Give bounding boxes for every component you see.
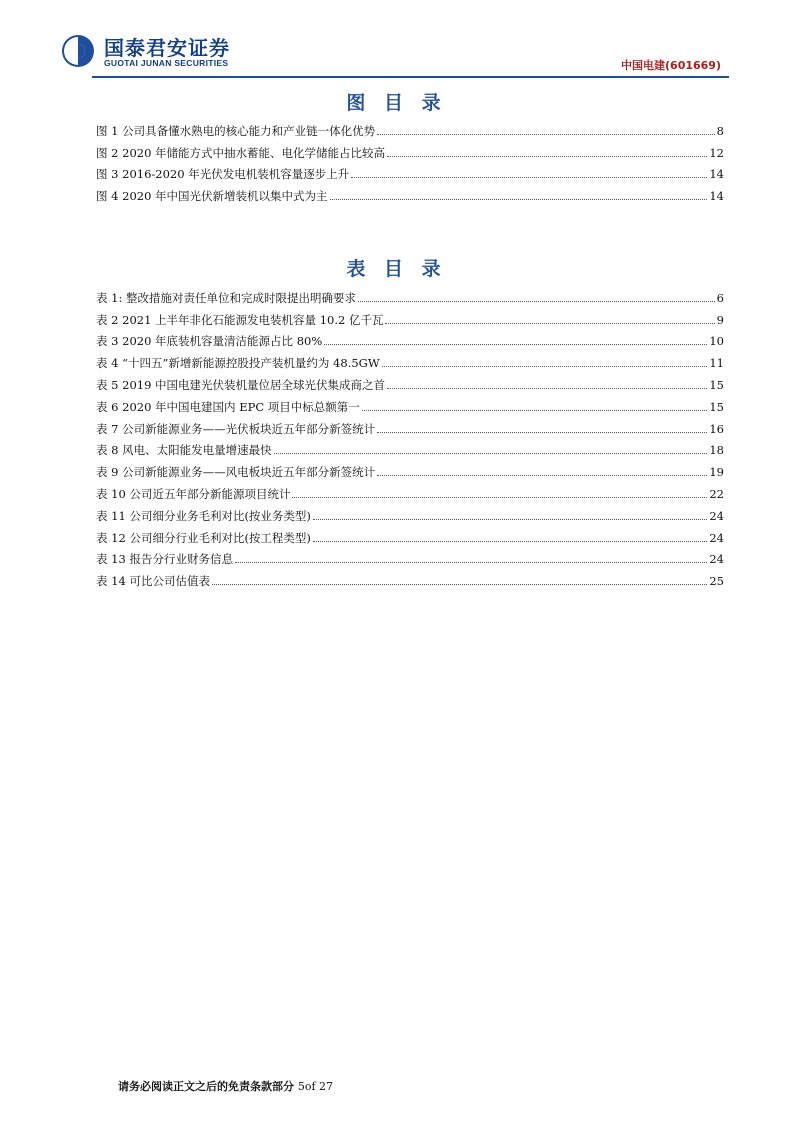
table-entry-label: 表 7 公司新能源业务——光伏板块近五年部分新签统计 xyxy=(96,421,376,436)
table-entry-page: 15 xyxy=(709,377,724,392)
table-entry-label: 表 12 公司细分行业毛利对比(按工程类型) xyxy=(96,530,311,545)
dot-leader xyxy=(212,584,707,585)
table-entry[interactable] xyxy=(96,327,724,349)
logo-english-name: GUOTAI JUNAN SECURITIES xyxy=(104,58,229,68)
figure-entry-page: 12 xyxy=(709,145,724,160)
table-entry-page: 9 xyxy=(716,312,724,327)
dot-leader xyxy=(292,497,707,498)
table-entry-label: 表 1: 整改措施对责任单位和完成时限提出明确要求 xyxy=(96,290,356,305)
dot-leader xyxy=(235,562,707,563)
dot-leader xyxy=(358,301,715,302)
table-entry-label: 表 10 公司近五年部分新能源项目统计 xyxy=(96,486,291,501)
dot-leader xyxy=(324,344,707,345)
table-entry-page: 6 xyxy=(716,290,724,305)
dot-leader xyxy=(351,177,707,178)
page-footer xyxy=(118,1078,333,1094)
dot-leader xyxy=(387,388,707,389)
dot-leader xyxy=(313,541,707,542)
dot-leader xyxy=(385,323,714,324)
table-entry-page: 19 xyxy=(709,465,724,480)
figure-list xyxy=(96,116,724,203)
table-entry-page: 15 xyxy=(709,399,724,414)
figure-entry-label: 图 4 2020 年中国光伏新增装机以集中式为主 xyxy=(96,189,328,204)
dot-leader xyxy=(274,453,708,454)
disclaimer-note: 请务必阅读正文之后的免责条款部分 xyxy=(118,1080,294,1093)
table-entry[interactable] xyxy=(96,501,724,523)
table-entry[interactable] xyxy=(96,283,724,305)
table-entry-label: 表 4 “十四五”新增新能源控股投产装机量约为 48.5GW xyxy=(96,356,380,371)
figure-entry[interactable] xyxy=(96,181,724,203)
table-entry-label: 表 5 2019 中国电建光伏装机量位居全球光伏集成商之首 xyxy=(96,377,386,392)
table-entry-label: 表 3 2020 年底装机容量清洁能源占比 80% xyxy=(96,334,323,349)
table-entry[interactable] xyxy=(96,370,724,392)
dot-leader xyxy=(387,156,707,157)
table-entry[interactable] xyxy=(96,545,724,567)
table-entry-page: 16 xyxy=(709,421,724,436)
figure-entry-label: 图 3 2016-2020 年光伏发电机装机容量逐步上升 xyxy=(96,167,350,182)
table-list xyxy=(96,283,724,588)
table-entry[interactable] xyxy=(96,414,724,436)
table-entry-label: 表 14 可比公司估值表 xyxy=(96,574,210,589)
figure-entry[interactable] xyxy=(96,116,724,138)
figure-entry-page: 14 xyxy=(709,167,724,182)
figure-entry-page: 8 xyxy=(716,123,724,138)
figure-entry-label: 图 1 公司具备懂水熟电的核心能力和产业链一体化优势 xyxy=(96,123,376,138)
table-entry-page: 22 xyxy=(709,486,724,501)
table-entry-page: 11 xyxy=(709,356,724,371)
gtja-logo xyxy=(60,33,300,73)
figure-list-title: 图 目 录 xyxy=(346,92,447,114)
table-entry-page: 10 xyxy=(709,334,724,349)
table-entry-label: 表 2 2021 上半年非化石能源发电装机容量 10.2 亿千瓦 xyxy=(96,312,384,327)
table-entry[interactable] xyxy=(96,457,724,479)
dot-leader xyxy=(377,134,715,135)
table-entry[interactable] xyxy=(96,523,724,545)
dot-leader xyxy=(382,366,708,367)
logo-chinese-name: 国泰君安证券 xyxy=(104,36,230,60)
stock-name: 中国电建(601669) xyxy=(621,59,721,72)
dot-leader xyxy=(362,410,708,411)
table-entry-label: 表 11 公司细分业务毛利对比(按业务类型) xyxy=(96,508,311,523)
header-divider xyxy=(92,76,729,78)
table-entry-page: 24 xyxy=(709,508,724,523)
gtja-logo-icon xyxy=(60,33,98,69)
table-entry[interactable] xyxy=(96,348,724,370)
table-entry-page: 25 xyxy=(709,574,724,589)
table-entry-label: 表 9 公司新能源业务——风电板块近五年部分新签统计 xyxy=(96,465,376,480)
table-entry[interactable] xyxy=(96,436,724,458)
dot-leader xyxy=(377,475,707,476)
table-list-title: 表 目 录 xyxy=(346,258,447,280)
figure-entry-label: 图 2 2020 年储能方式中抽水蓄能、电化学储能占比较高 xyxy=(96,145,386,160)
table-entry[interactable] xyxy=(96,392,724,414)
page-header xyxy=(0,0,793,80)
table-entry-page: 24 xyxy=(709,530,724,545)
figure-entry[interactable] xyxy=(96,160,724,182)
dot-leader xyxy=(313,519,707,520)
table-entry[interactable] xyxy=(96,479,724,501)
table-entry[interactable] xyxy=(96,566,724,588)
dot-leader xyxy=(377,432,707,433)
figure-entry-page: 14 xyxy=(709,189,724,204)
table-entry-page: 18 xyxy=(709,443,724,458)
table-entry-label: 表 8 风电、太阳能发电量增速最快 xyxy=(96,443,272,458)
page-number: 5of 27 xyxy=(297,1080,334,1093)
figure-entry[interactable] xyxy=(96,138,724,160)
dot-leader xyxy=(330,199,708,200)
table-entry-page: 24 xyxy=(709,552,724,567)
table-entry-label: 表 13 报告分行业财务信息 xyxy=(96,552,233,567)
table-entry[interactable] xyxy=(96,305,724,327)
table-entry-label: 表 6 2020 年中国电建国内 EPC 项目中标总额第一 xyxy=(96,399,360,414)
